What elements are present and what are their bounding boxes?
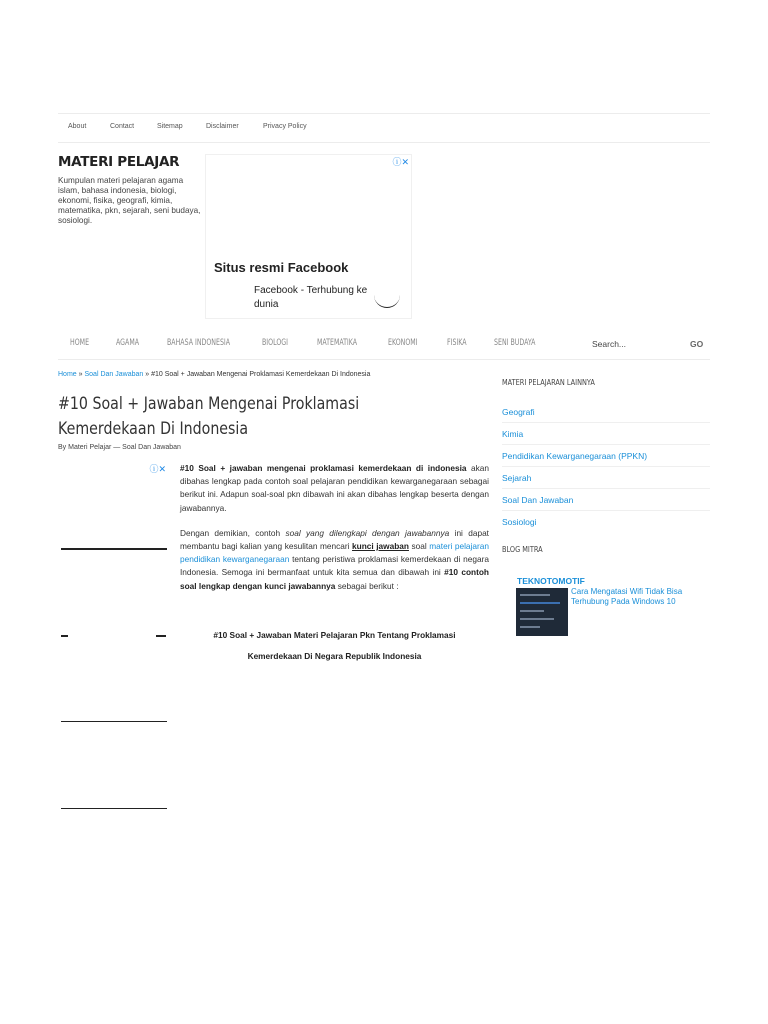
sidebar-item-soal-dan-jawaban[interactable]: Soal Dan Jawaban	[502, 490, 710, 511]
nav-seni-budaya[interactable]: SENI BUDAYA	[494, 338, 536, 348]
site-title[interactable]: MATERI PELAJAR	[58, 154, 180, 170]
ad-subtitle: Facebook - Terhubung ke dunia	[254, 285, 368, 310]
nav-bahasa-indonesia[interactable]: BAHASA INDONESIA	[167, 338, 231, 348]
main-navigation	[58, 329, 710, 360]
nav-matematika[interactable]: MATEMATIKA	[317, 338, 358, 348]
mitra-blog-name[interactable]: TEKNOTOMOTIF	[517, 576, 585, 586]
subheading-line: Kemerdekaan Di Negara Republik Indonesia	[247, 651, 422, 661]
post-byline: By Materi Pelajar — Soal Dan Jawaban	[58, 444, 181, 451]
article-paragraph	[180, 462, 489, 515]
mitra-post-thumbnail[interactable]	[516, 588, 568, 636]
article-lead-bold: #10 Soal + jawaban mengenai proklamasi kemerdekaan di indonesia	[180, 463, 467, 473]
in-article-advertisement[interactable]	[58, 462, 168, 822]
search-input[interactable]: Search...	[592, 339, 627, 349]
article-text: sebagai berikut :	[335, 580, 399, 591]
site-tagline: Kumpulan materi pelajaran agama islam, bahasa indonesia, biologi, ekonomi, fisika, geografi, kimia, matematika, pkn, sejarah, seni budaya, sosiologi.	[58, 176, 201, 225]
breadcrumb-separator: »	[145, 371, 150, 378]
page-title: #10 Soal + Jawaban Mengenai Proklamasi Kemerdekaan Di Indonesia	[58, 394, 360, 438]
sidebar-item-kimia[interactable]: Kimia	[502, 424, 710, 445]
subheading-line: #10 Soal + Jawaban Materi Pelajaran Pkn Tentang Proklamasi	[213, 630, 456, 640]
search-go-button[interactable]: GO	[690, 339, 704, 349]
kunci-jawaban-link[interactable]: kunci jawaban	[352, 541, 409, 552]
topnav-sitemap[interactable]: Sitemap	[157, 123, 183, 130]
top-navigation	[58, 113, 710, 143]
article-bold: #10 contoh soal lengkap dengan kunci jawabannya	[180, 567, 489, 591]
ad-divider	[61, 548, 167, 550]
breadcrumb-current: #10 Soal + Jawaban Mengenai Proklamasi Kemerdekaan Di Indonesia	[151, 371, 371, 378]
ad-divider	[61, 721, 167, 722]
ad-divider	[61, 808, 167, 809]
sidebar-item-geografi[interactable]: Geografi	[502, 402, 710, 423]
nav-biologi[interactable]: BIOLOGI	[262, 338, 288, 348]
sidebar-list	[502, 402, 710, 533]
nav-fisika[interactable]: FISIKA	[447, 338, 467, 348]
article-text: Dengan demikian, contoh	[180, 527, 286, 538]
nav-ekonomi[interactable]: EKONOMI	[388, 338, 418, 348]
advertisement-banner[interactable]	[205, 154, 412, 319]
topnav-about[interactable]: About	[68, 123, 87, 130]
ad-choices-icon[interactable]: ⓘ✕	[392, 157, 409, 167]
article-italic: soal yang dilengkapi dengan jawabannya	[285, 527, 450, 538]
sidebar-item-sejarah[interactable]: Sejarah	[502, 468, 710, 489]
nav-home[interactable]: HOME	[70, 338, 90, 348]
article-subheading	[180, 625, 489, 667]
topnav-disclaimer[interactable]: Disclaimer	[206, 123, 239, 130]
sidebar-item-ppkn[interactable]: Pendidikan Kewarganegaraan (PPKN)	[502, 446, 710, 467]
article-text: soal	[408, 541, 430, 552]
ad-title[interactable]: Situs resmi Facebook	[214, 260, 349, 275]
sidebar-heading: MATERI PELAJARAN LAINNYA	[502, 378, 595, 387]
breadcrumb-category[interactable]: Soal Dan Jawaban	[84, 371, 144, 378]
materi-pkn-link[interactable]: materi pelajaran pendidikan kewarganegaraan	[180, 541, 489, 565]
nav-agama[interactable]: AGAMA	[116, 338, 140, 348]
article-text: tentang peristiwa proklamasi kemerdekaan di negara Indonesia. Semoga ini bermanfaat untuk kita semua dan dibawah ini	[180, 554, 489, 578]
blog-mitra-heading: BLOG MITRA	[502, 545, 543, 554]
breadcrumb	[58, 371, 370, 378]
topnav-contact[interactable]: Contact	[110, 123, 135, 130]
sidebar-item-sosiologi[interactable]: Sosiologi	[502, 517, 537, 527]
article-body	[180, 462, 489, 605]
topnav-privacy-policy[interactable]: Privacy Policy	[263, 123, 307, 130]
article-paragraph	[180, 527, 489, 593]
ad-choices-icon[interactable]: ⓘ✕	[149, 464, 166, 474]
article-text: akan dibahas lengkap pada contoh soal pelajaran pendidikan kewarganegaraan sebagai berikut ini. Adapun soal-soal pkn dibawah ini akan dibahas lengkap beserta dengan jawabannya.	[180, 463, 489, 513]
article-text: ini dapat membantu bagi kalian yang kesulitan mencari	[180, 527, 489, 552]
ad-divider	[156, 635, 166, 637]
breadcrumb-separator: »	[78, 371, 83, 378]
breadcrumb-home[interactable]: Home	[58, 371, 77, 378]
mitra-post-link[interactable]: Cara Mengatasi Wifi Tidak Bisa Terhubung Pada Windows 10	[571, 587, 683, 606]
ad-divider	[61, 635, 68, 637]
